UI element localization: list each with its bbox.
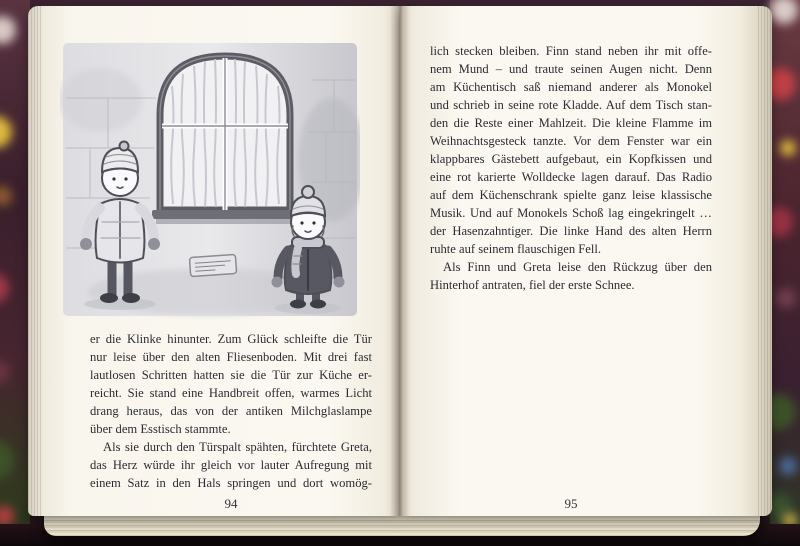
book-gutter-shadow <box>390 6 410 516</box>
text-line: drang heraus, das von der antiken Milchglaslampe <box>90 404 372 418</box>
right-page-text <box>430 42 712 294</box>
text-line: Weihnachtsgesteck tanzte. Vor dem Fenster war ein <box>430 134 712 148</box>
text-line: reicht. Sie stand eine Handbreit offen, warmes Licht <box>90 386 372 400</box>
text-line: über dem Esstisch stammte. <box>90 422 231 436</box>
left-page-text <box>90 330 372 492</box>
text-line: er die Klinke hinunter. Zum Glück schleifte die Tür <box>90 332 372 346</box>
wall-plaque <box>189 254 236 276</box>
text-line: Musik. Und auf Monokels Schoß lag eingekringelt … <box>430 206 712 220</box>
text-line: auf dem Küchenschrank spielte ganz leise klassische <box>430 188 712 202</box>
text-line: der Hasenzahntiger. Die linke Hand des alten Herrn <box>430 224 712 238</box>
text-line: klappbares Gästebett aufgebaut, ein Kopfkissen und <box>430 152 712 166</box>
text-line: Hinterhof antraten, fiel der erste Schnee. <box>430 278 635 292</box>
text-line: nur leise über den alten Fliesenboden. Mit drei fast <box>90 350 372 364</box>
text-line: Als sie durch den Türspalt spähten, fürchtete Greta, <box>103 440 372 454</box>
right-page <box>400 6 772 516</box>
illustration-two-children-at-window <box>60 40 360 322</box>
text-line: ruhte auf seinem flauschigen Fell. <box>430 242 602 256</box>
text-line: lich stecken bleiben. Finn stand neben ihr mit offe- <box>430 44 712 58</box>
left-page-number: 94 <box>224 496 238 511</box>
right-page-number: 95 <box>564 496 578 511</box>
text-line: und schrieb in seine rote Kladde. Auf dem Tisch stan- <box>430 98 712 112</box>
text-line: einem Satz in den Hals springen und dort womög- <box>90 476 372 490</box>
text-line: am Küchentisch saß niemand anderer als Monokel <box>430 80 712 94</box>
arched-window <box>152 56 298 224</box>
left-page <box>28 6 400 516</box>
cover-ornament <box>780 140 796 156</box>
text-line: eine rot karierte Wolldecke lagen darauf. Das Radio <box>430 170 712 184</box>
text-line: den die Reste einer Mahlzeit. Die kleine Flamme im <box>430 116 712 130</box>
cover-ornament <box>779 457 797 475</box>
text-line: Als Finn und Greta leise den Rückzug über den <box>443 260 712 274</box>
text-line: das Herz würde ihr gleich vor lauter Aufregung mit <box>90 458 372 472</box>
cover-ornament <box>776 288 796 308</box>
window-sill <box>152 210 298 219</box>
text-line: lautlosen Schritten hatten sie die Tür zur Küche er- <box>90 368 372 382</box>
text-line: nem Mund – und traute seinen Augen nicht. Denn <box>430 62 712 76</box>
